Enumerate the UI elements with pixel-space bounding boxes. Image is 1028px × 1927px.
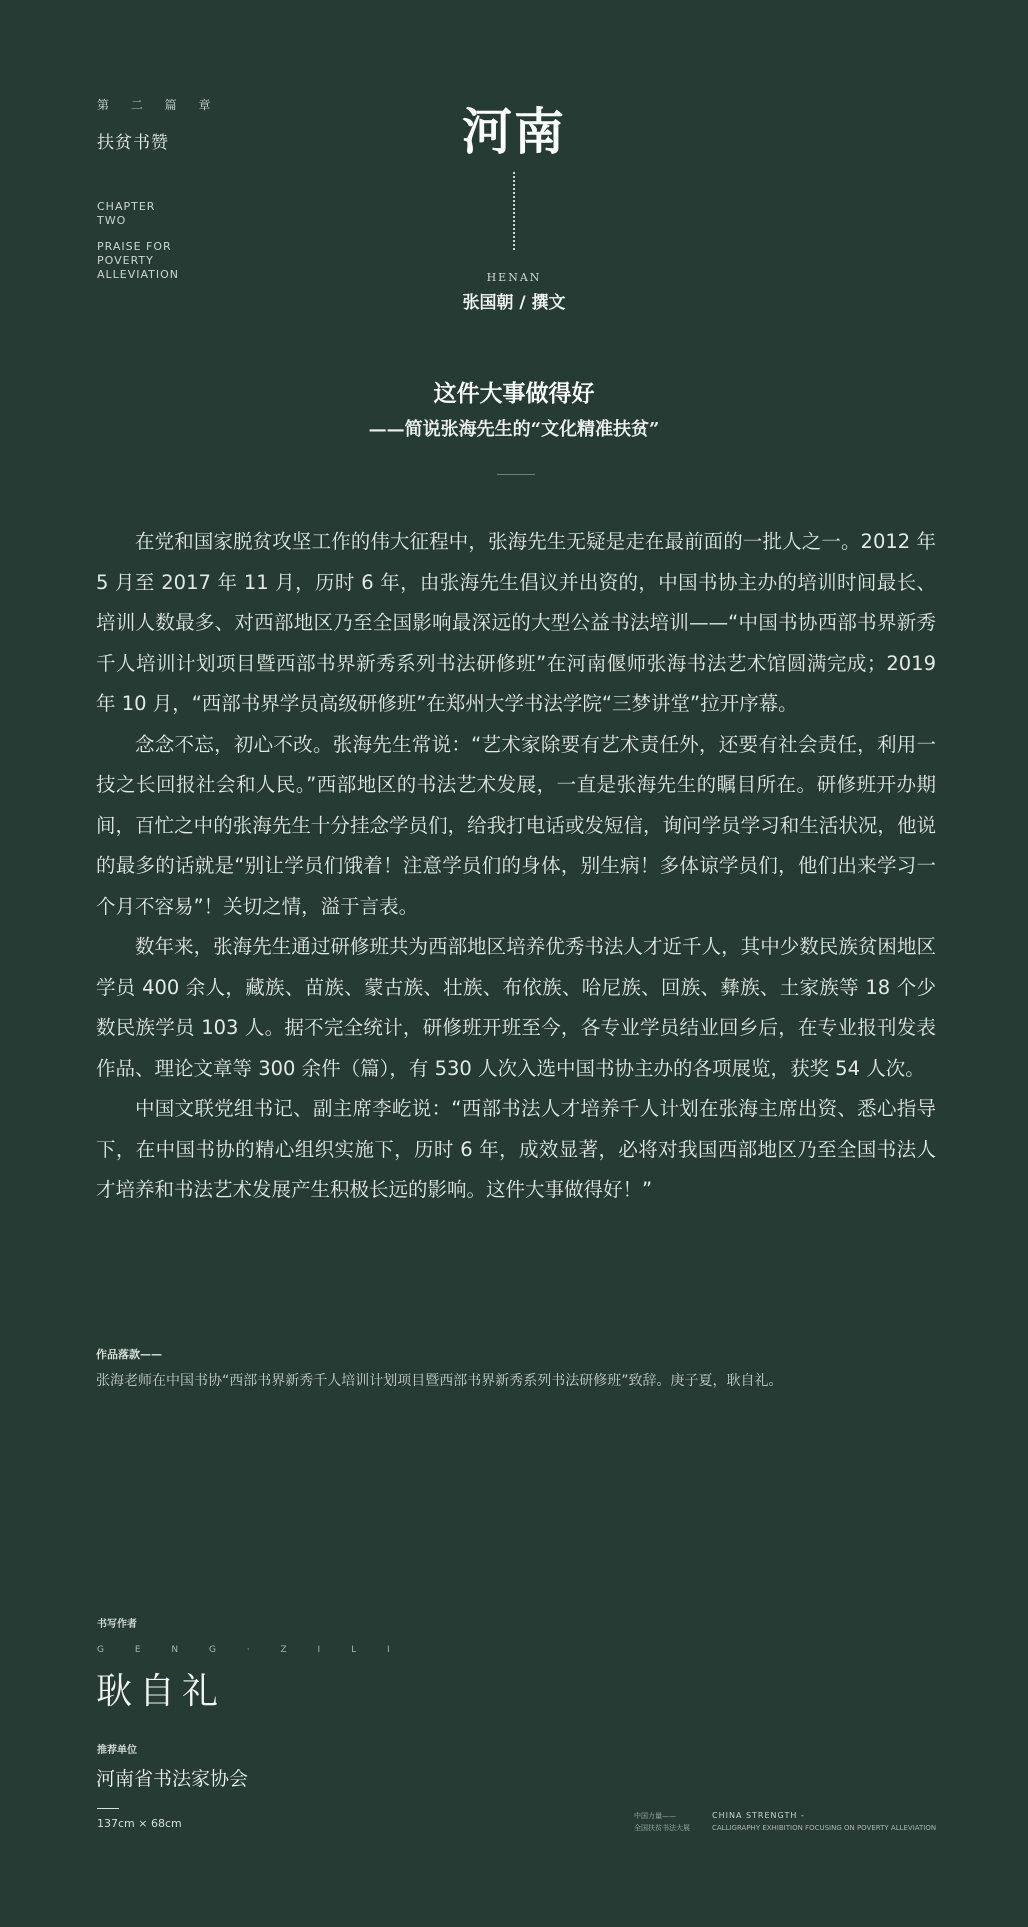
inscription-label: 作品落款—— (96, 1348, 162, 1361)
chapter-en-line: POVERTY (97, 254, 154, 267)
writer-pinyin: G E N G · Z I L I (97, 1645, 404, 1655)
recommender-name: 河南省书法家协会 (96, 1768, 249, 1790)
exhibition-en-line: CALLIGRAPHY EXHIBITION FOCUSING ON POVERTY ALLEVIATION (712, 1824, 937, 1832)
region-title: 河南 (462, 102, 566, 161)
article-paragraph: 在党和国家脱贫攻坚工作的伟大征程中，张海先生无疑是走在最前面的一批人之一。2012 年 5 月至 2017 年 11 月，历时 6 年，由张海先生倡议并出资的，中国书协主办的培训时间最长、培训人数最多、对西部地区乃至全国影响最深远的大型公益书法培训——“中国书协西部书界新秀千人培训计划项目暨西部书界新秀系列书法研修班”在河南偃师张海书法艺术馆圆满完成；2019 年 10 月，“西部书界学员高级研修班”在郑州大学书法学院“三梦讲堂”拉开序幕。 (96, 530, 936, 715)
article-paragraph: 念念不忘，初心不改。张海先生常说：“艺术家除要有艺术责任外，还要有社会责任，利用一技之长回报社会和人民。”西部地区的书法艺术发展，一直是张海先生的瞩目所在。研修班开办期间，百忙之中的张海先生十分挂念学员们，给我打电话或发短信，询问学员学习和生活状况，他说的最多的话就是“别让学员们饿着！注意学员们的身体，别生病！多体谅学员们，他们出来学习一个月不容易”！关切之情，溢于言表。 (96, 732, 936, 918)
exhibition-en-line: CHINA STRENGTH - (712, 1811, 805, 1820)
article-body (96, 522, 936, 1211)
writer-label: 书写作者 (97, 1619, 137, 1630)
author-byline: 张国朝 / 撰文 (462, 293, 566, 313)
exhibition-cn-line: 中国力量—— (634, 1812, 676, 1820)
exhibition-logo-en (712, 1810, 936, 1834)
chapter-english (97, 200, 179, 282)
size-divider (97, 1808, 119, 1809)
title-divider (497, 474, 535, 475)
article-subtitle: ——简说张海先生的“文化精准扶贫” (368, 419, 660, 440)
chapter-en-line: TWO (97, 214, 127, 227)
chapter-en-line: ALLEVIATION (97, 268, 180, 281)
recommender-label: 推荐单位 (97, 1745, 137, 1756)
chapter-subtitle: 扶贫书赞 (97, 133, 169, 153)
exhibition-logo-cn (634, 1810, 690, 1834)
article-paragraph: 数年来，张海先生通过研修班共为西部地区培养优秀书法人才近千人，其中少数民族贫困地区学员 400 余人，藏族、苗族、蒙古族、壮族、布依族、哈尼族、回族、彝族、土家族等 18 个少数民族学员 103 人。据不完全统计，研修班开班至今，各专业学员结业回乡后，在专业报刊发表作品、理论文章等 300 余件（篇），有 530 人次入选中国书协主办的各项展览，获奖 54 人次。 (96, 935, 936, 1080)
writer-name: 耿自礼 (96, 1671, 226, 1712)
exhibition-cn-line: 全国扶贫书法大展 (634, 1824, 690, 1832)
inscription-text: 张海老师在中国书协“西部书界新秀千人培训计划项目暨西部书界新秀系列书法研修班”致辞。庚子夏，耿自礼。 (96, 1373, 783, 1389)
artwork-size: 137cm × 68cm (97, 1817, 182, 1830)
article-paragraph: 中国文联党组书记、副主席李屹说：“西部书法人才培养千人计划在张海主席出资、悉心指导下，在中国书协的精心组织实施下，历时 6 年，成效显著，必将对我国西部地区乃至全国书法人才培养和书法艺术发展产生积极长远的影响。这件大事做得好！” (96, 1097, 936, 1201)
region-english: HENAN (486, 271, 542, 284)
chapter-en-line: PRAISE FOR (97, 240, 172, 253)
dotted-divider (513, 172, 515, 250)
article-title: 这件大事做得好 (433, 380, 595, 407)
chapter-en-line: CHAPTER (97, 200, 156, 213)
chapter-number: 第 二 篇 章 (97, 98, 220, 112)
